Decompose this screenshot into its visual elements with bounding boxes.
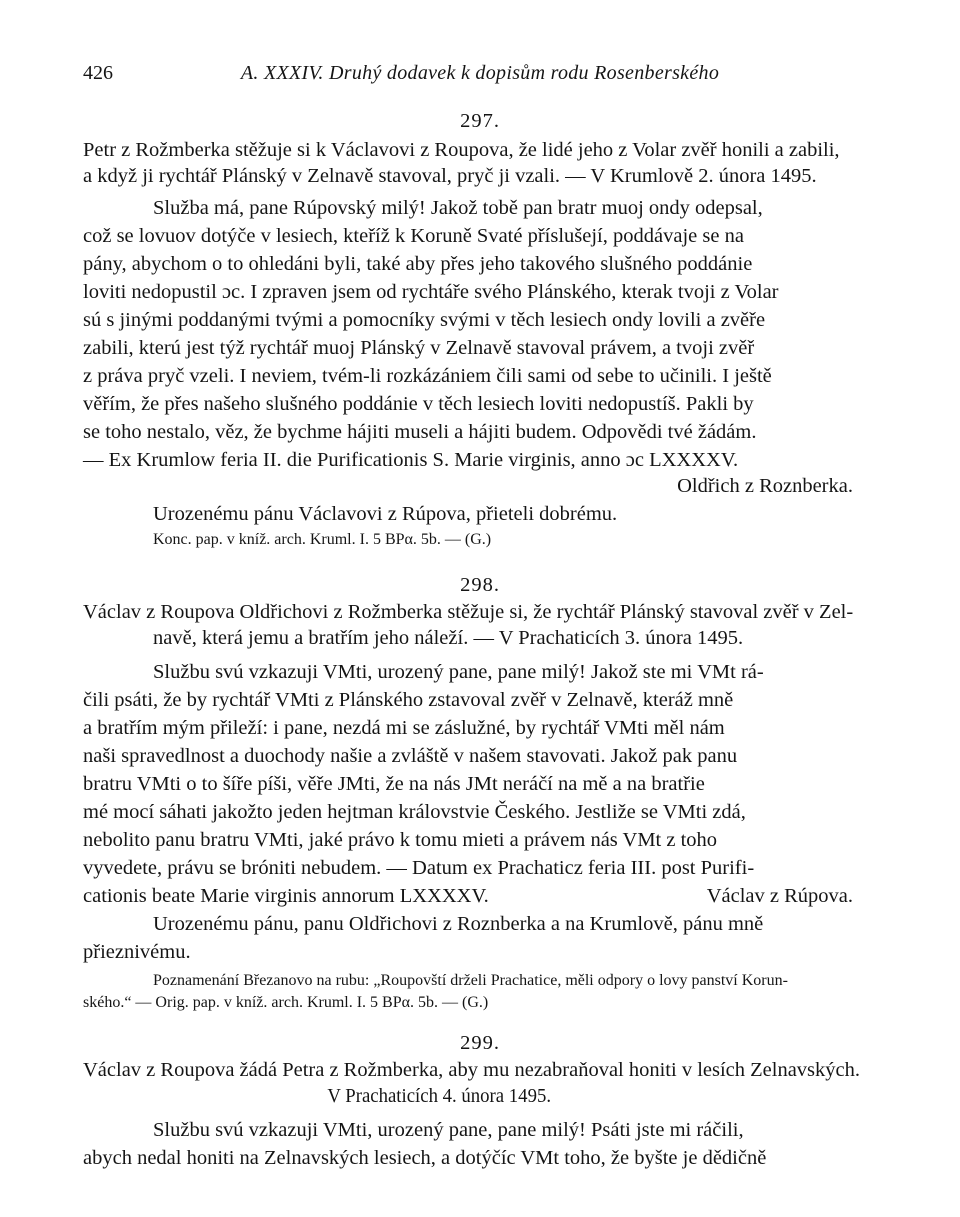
- document-number-298: 298.: [460, 574, 500, 596]
- summary-297-line-2: [83, 164, 876, 188]
- signature-298: Václav z Rúpova.: [706, 885, 853, 907]
- body-297-line-9: se toho nestalo, věz, že bychme hájiti museli a hájiti budem. Odpovědi tvé žádám.: [83, 421, 757, 443]
- summary-text: a když ji rychtář Plánský v Zelnavě stavoval, pryč ji vzali. — V Krumlově 2. února 1495.: [83, 165, 817, 187]
- source-note-297: Konc. pap. v kníž. arch. Kruml. I. 5 BPα. 5b. — (G.): [153, 531, 492, 548]
- body-298-line-9: cationis beate Marie virginis annorum LXXXXV.: [83, 885, 489, 907]
- body-298-line-3: a bratřím mým přileží: i pane, nezdá mi se záslužné, by rychtář VMti měl nám: [83, 717, 725, 739]
- signature-297: Oldřich z Roznberka.: [677, 475, 853, 497]
- body-297-line-4: loviti nedopustil ɔc. I zpraven jsem od rychtáře svého Plánského, kterak tvoji z Volar: [83, 281, 779, 303]
- address-298-line-1: Urozenému pánu, panu Oldřichovi z Roznberka a na Krumlově, pánu mně: [153, 913, 764, 935]
- body-299-line-1: Službu svú vzkazuji VMti, urozený pane, pane milý! Psáti jste mi ráčili,: [153, 1119, 744, 1141]
- summary-299-line-2: V Prachaticích 4. února 1495.: [327, 1085, 552, 1107]
- address-297: Urozenému pánu Václavovi z Rúpova, přieteli dobrému.: [153, 503, 618, 525]
- body-297-line-3: pány, abychom o to ohledáni byli, také aby přes jeho takového slušného poddánie: [83, 253, 753, 275]
- note-298-line-2: ského.“ — Orig. pap. v kníž. arch. Kruml. I. 5 BPα. 5b. — (G.): [83, 994, 489, 1011]
- body-298-line-4: naši spravedlnost a duochody našie a zvláště v našem stavovati. Jakož pak panu: [83, 745, 738, 767]
- summary-299-line-1: Václav z Roupova žádá Petra z Rožmberka, aby mu nezabraňoval honiti v lesích Zelnavských.: [83, 1059, 861, 1081]
- body-298-line-2: čili psáti, že by rychtář VMti z Plánského zstavoval zvěř v Zelnavě, kteráž mně: [83, 689, 734, 711]
- body-297-line-2: což se lovuov dotýče v lesiech, kteříž k Koruně Svaté příslušejí, poddávaje se na: [83, 225, 744, 247]
- running-title: A. XXXIV. Druhý dodavek k dopisům rodu Rosenberského: [240, 62, 720, 84]
- summary-text: Petr z Rožmberka stěžuje si k Václavovi z Roupova, že lidé jeho z Volar zvěř honili a zabili,: [83, 139, 840, 161]
- body-298-line-7: nebolito panu bratru VMti, jaké právo k tomu mieti a právem nás VMt z toho: [83, 829, 718, 851]
- body-297-line-6: zabili, kterú jest týž rychtář muoj Plánský v Zelnavě stavoval právem, a tvoji zvěř: [83, 337, 755, 359]
- document-number-297: 297.: [460, 110, 500, 132]
- document-number-299: 299.: [460, 1032, 500, 1054]
- body-298-line-1: Službu svú vzkazuji VMti, urozený pane, pane milý! Jakož ste mi VMt rá-: [153, 661, 764, 683]
- body-297-line-8: věřím, že přes našeho slušného poddánie v těch lesiech loviti nedopustíš. Pakli by: [83, 393, 754, 415]
- page-number: 426: [83, 62, 113, 84]
- body-298-line-6: mé mocí sáhati jakožto jeden hejtman královstvie Českého. Jestliže se VMti zdá,: [83, 801, 746, 823]
- body-297-line-7: z práva pryč vzeli. I neviem, tvém-li rozkázániem čili sami od sebe to učinili. I ještě: [83, 365, 772, 387]
- summary-297-line-1: [83, 138, 876, 162]
- summary-298-line-1: Václav z Roupova Oldřichovi z Rožmberka stěžuje si, že rychtář Plánský stavoval zvěř v Zel-: [83, 601, 854, 623]
- body-299-line-2: abych nedal honiti na Zelnavských lesiech, a dotýčíc VMt toho, že byšte je dědičně: [83, 1147, 767, 1169]
- body-297-line-1: Služba má, pane Rúpovský milý! Jakož tobě pan bratr muoj ondy odepsal,: [153, 197, 763, 219]
- body-298-line-8: vyvedete, právu se bróniti nebudem. — Datum ex Prachaticz feria III. post Purifi-: [83, 857, 755, 879]
- note-298-line-1: Poznamenání Březanovo na rubu: „Roupovští drželi Prachatice, měli odpory o lovy panství Korun-: [153, 972, 788, 989]
- body-297-line-5: sú s jinými poddanými tvými a pomocníky svými v těch lesiech ondy lovili a zvěře: [83, 309, 766, 331]
- body-298-line-5: bratru VMti o to šíře píši, věře JMti, že na nás JMt neráčí na mě a na bratřie: [83, 773, 705, 795]
- summary-298-line-2: navě, která jemu a bratřím jeho náleží. — V Prachaticích 3. února 1495.: [153, 627, 744, 649]
- body-297-line-10: — Ex Krumlow feria II. die Purificationis S. Marie virginis, anno ɔc LXXXXV.: [83, 449, 739, 471]
- address-298-line-2: přieznivému.: [83, 941, 191, 963]
